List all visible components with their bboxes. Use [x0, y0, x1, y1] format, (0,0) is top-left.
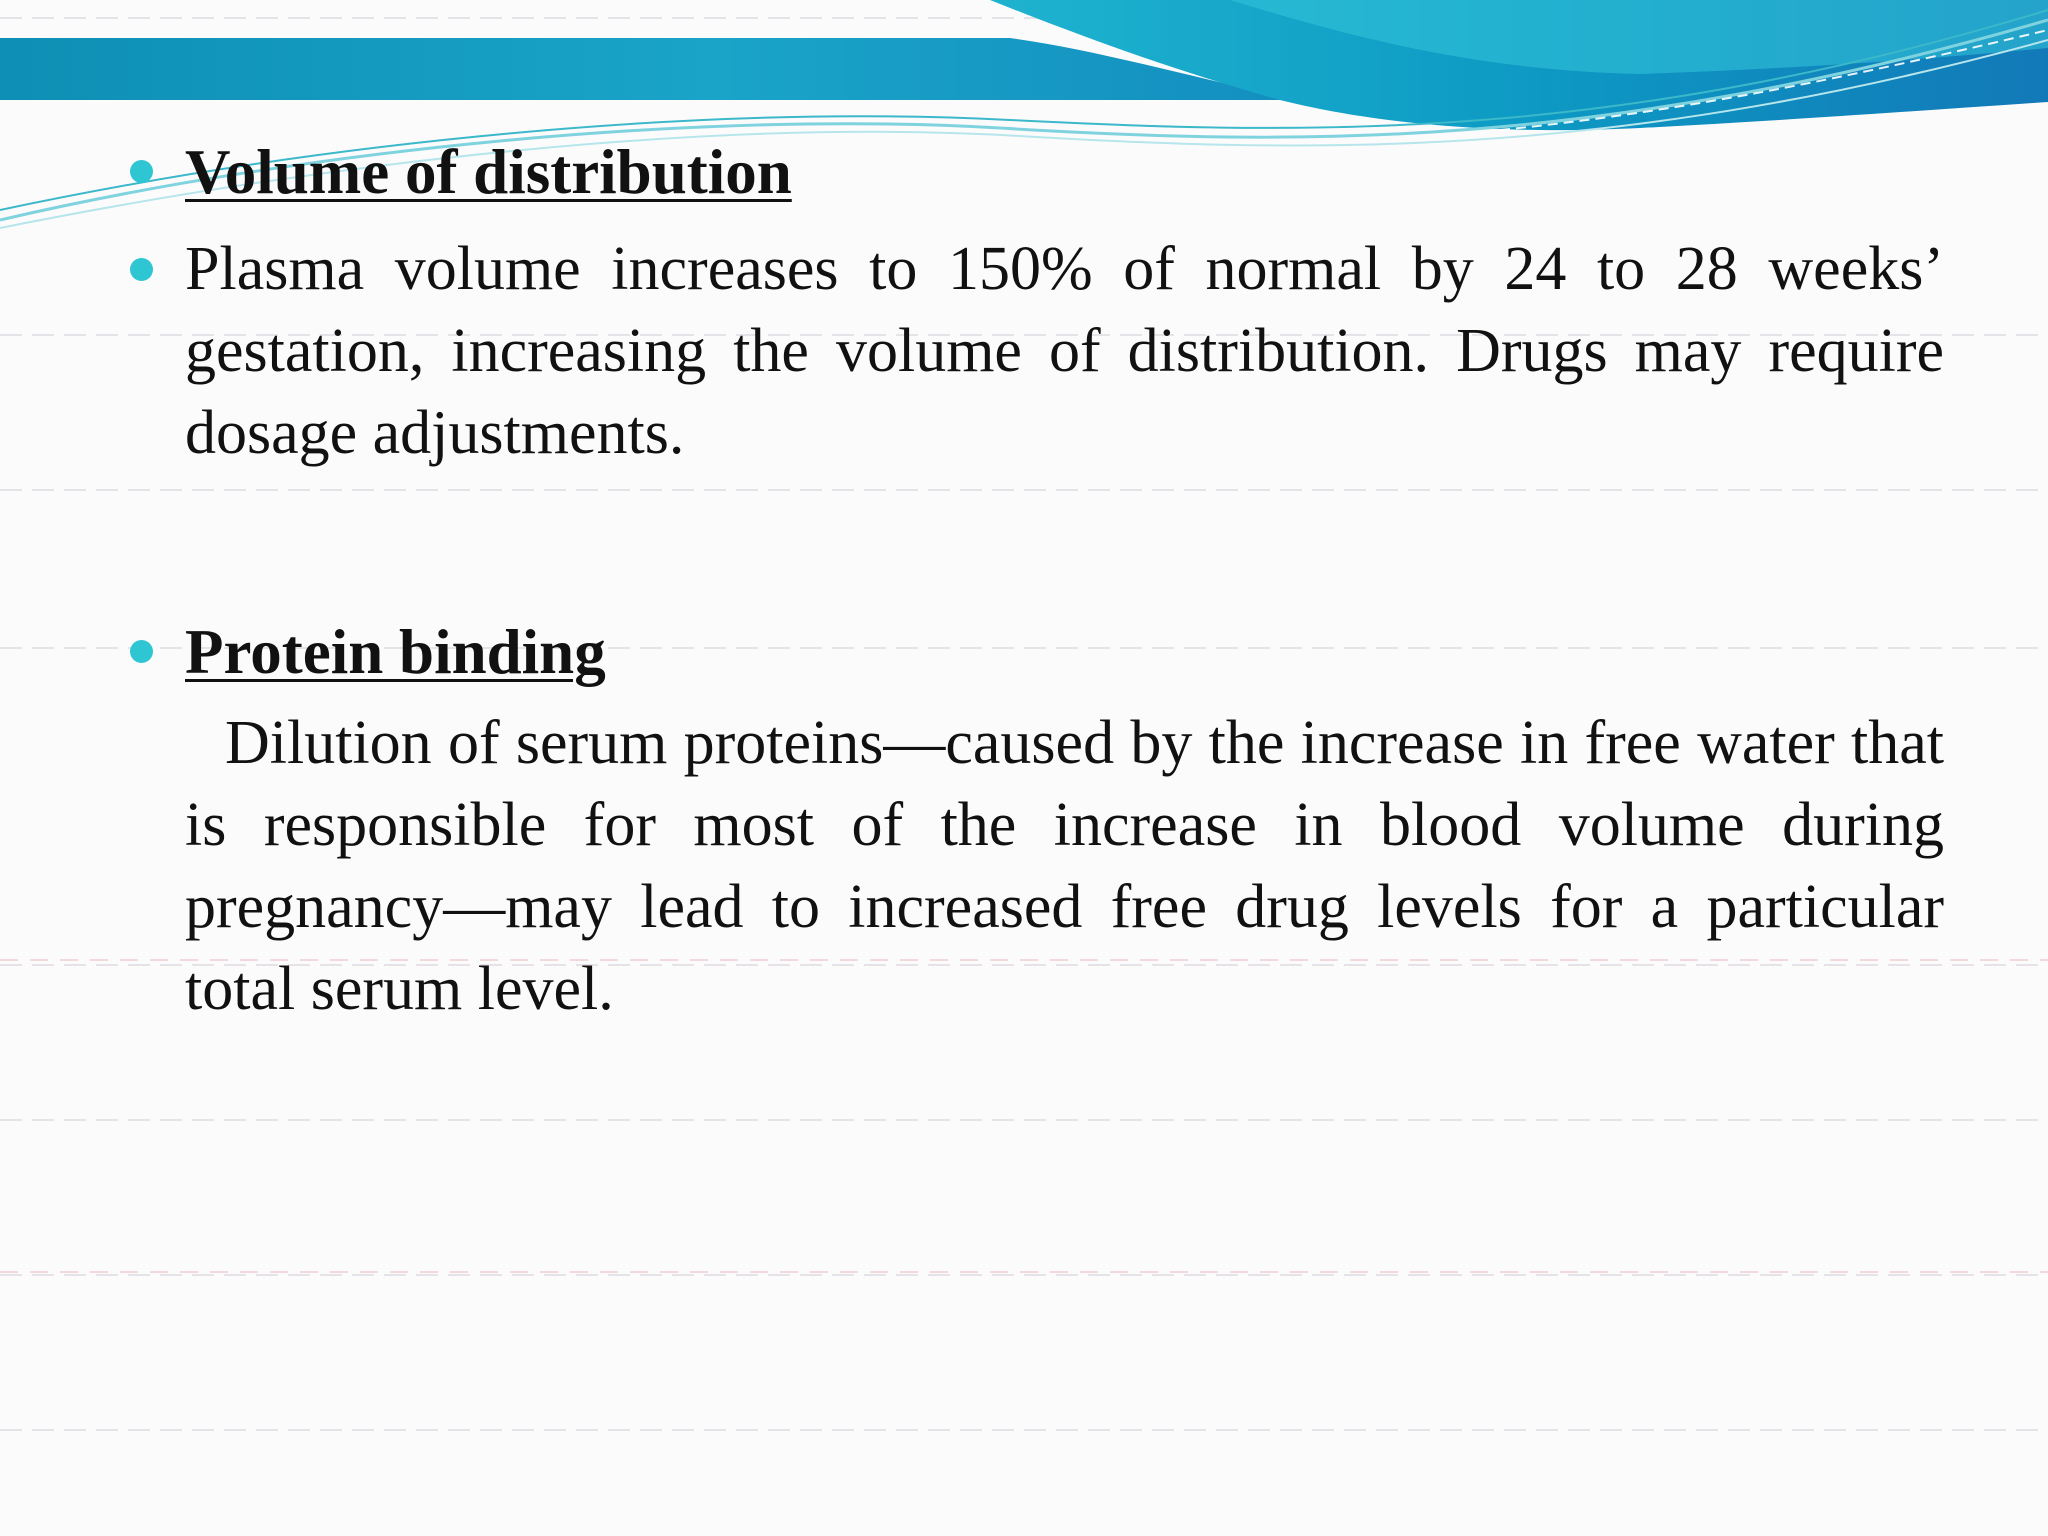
bullet-icon — [130, 258, 153, 281]
bullet-icon — [130, 160, 153, 183]
section-volume-of-distribution — [130, 128, 1944, 216]
bullet-icon — [130, 640, 153, 663]
section-body-text: Plasma volume increases to 150% of normal by 24 to 28 weeks’ gestation, increasing the volume of distribution. Drugs may require dosage adjustments. — [185, 235, 1944, 467]
section-heading: Volume of distribution — [185, 137, 792, 207]
section-body-item — [130, 228, 1944, 474]
section-heading: Protein binding — [185, 617, 606, 687]
section-body-content: Dilution of serum proteins—caused by the increase in free water that is responsible for most of the increase in blood volume during pregnancy—may lead to increased free drug levels for a particular total serum level. — [185, 709, 1944, 1023]
section-body-text — [185, 702, 1944, 1030]
slide-content — [130, 128, 1944, 1030]
section-body-item — [130, 702, 1944, 1030]
section-protein-binding — [130, 608, 1944, 696]
